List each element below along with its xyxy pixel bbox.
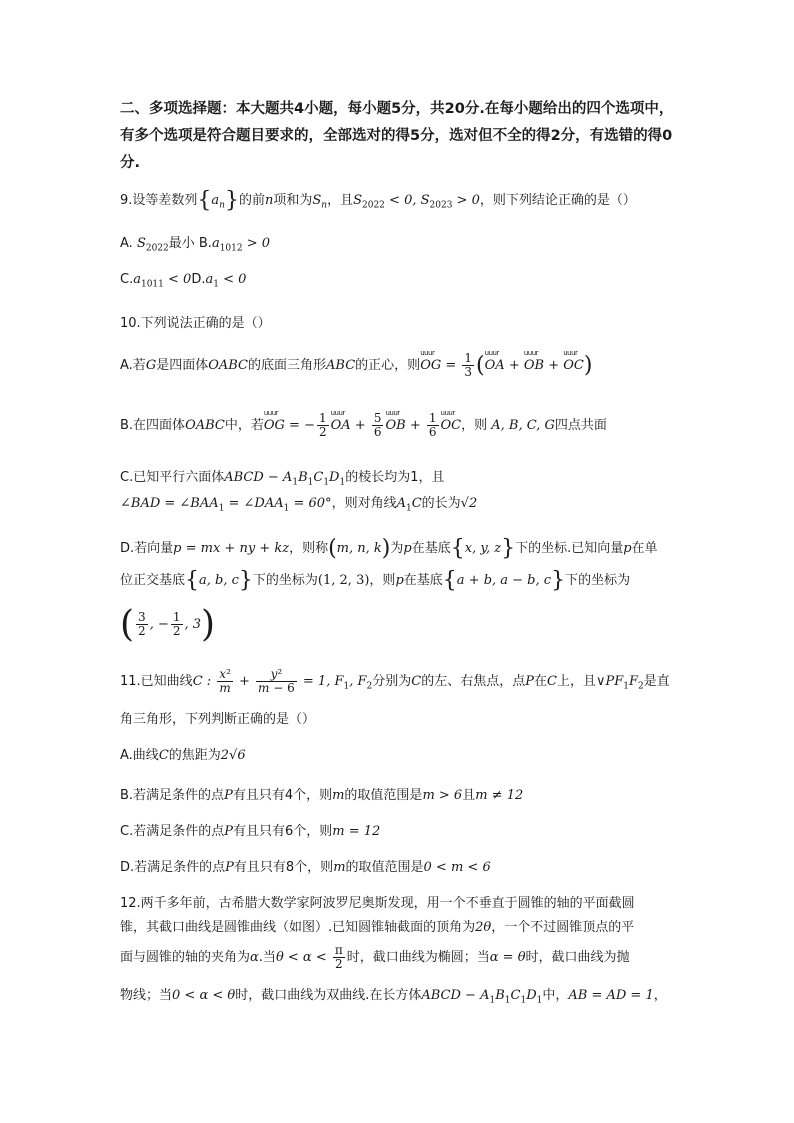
q11d-text-2: 有且只有8个，则 bbox=[233, 860, 334, 875]
q10d-text-3: 为 bbox=[390, 541, 404, 556]
q10-option-d-line1: D.若向量p = mx + ny + kz，则称(m, n, k)为p在基底{x, y, z}下的坐标.已知向量p在单 bbox=[120, 536, 658, 561]
q11-text-4: 在 bbox=[533, 674, 547, 689]
q12-text-7: 物线；当 bbox=[120, 988, 173, 1003]
q10c-text-3: ，则对角线 bbox=[331, 496, 397, 511]
q11b-text-2: 有且只有4个，则 bbox=[232, 788, 333, 803]
q10d-text-10: 在基底 bbox=[403, 573, 443, 588]
q10d-text-11: 下的坐标为 bbox=[565, 573, 631, 588]
q12-line4: 物线；当0 < α < θ时，截口曲线为双曲线.在长方体ABCD − $A_1B_1C_1D_1$中，AB = AD = 1， bbox=[120, 988, 667, 1006]
q9-text-d: ，且 bbox=[327, 193, 354, 208]
q12-text-1: 锥，其截口曲线是圆锥曲线（如图）.已知圆锥轴截面的顶角为 bbox=[120, 920, 476, 935]
q10a-text-1: A.若 bbox=[120, 358, 146, 373]
q10b-text-2: 中，若 bbox=[224, 418, 264, 433]
q9-text-c: 项和为 bbox=[273, 193, 313, 208]
q10a-text-2: 是四面体 bbox=[156, 358, 209, 373]
q9-opt-a-label: A. bbox=[120, 236, 133, 251]
q10-option-a: A.若G是四面体OABC的底面三角形ABC的正心，则uuur OG = $\frac{1}{3}$ (uuur OA + uuur OB + uuur OC) bbox=[120, 352, 592, 379]
q10-option-c-line1: C.已知平行六面体ABCD − $A_1B_1C_1D_1$的棱长均为1，且 bbox=[120, 470, 445, 488]
q11b-text-4: 且 bbox=[462, 788, 476, 803]
q10d-text-8: 下的坐标为 bbox=[252, 573, 318, 588]
q11d-text-3: 的取值范围是 bbox=[345, 860, 424, 875]
q10b-text-1: B.在四面体 bbox=[120, 418, 186, 433]
q9-text-e: ，则下列结论正确的是（） bbox=[479, 193, 636, 208]
q9-stem: 9.设等差数列$\{a_n\}$的前n项和为$S_n$，且$S_{2022} < 0$, $S_{2023} > 0$，则下列结论正确的是（） bbox=[120, 188, 636, 213]
q10-option-d-line2: 位正交基底{a, b, c}下的坐标为(1, 2, 3)，则p在基底{a + b, a − b, c}下的坐标为 bbox=[120, 568, 631, 593]
q10-option-c-line2: ∠BAD = $\angle BAA_1$ = $\angle DAA_1 = 60^\circ$，则对角线$A_1C$的长为√2 bbox=[120, 496, 478, 514]
q10c-text-4: 的长为 bbox=[421, 496, 461, 511]
q11b-text-3: 的取值范围是 bbox=[344, 788, 423, 803]
q9-text-b: 的前 bbox=[238, 193, 265, 208]
q9-opt-d-label: D. bbox=[191, 272, 206, 287]
q10-option-b: B.在四面体OABC中，若uuur OG = − $\frac{1}{2}$ uuur OA + $\frac{5}{6}$ uuur OB + $\frac{1}{6}$ uuur OC，则 A, B, C, G四点共面 bbox=[120, 412, 607, 439]
q10d-text-5: 下的坐标.已知向量 bbox=[515, 541, 624, 556]
q9-opt-c-label: C. bbox=[120, 272, 134, 287]
q9-options-cd: $C.a_{1011} < 0D.a_1 < 0$ bbox=[120, 272, 247, 290]
q10d-text-6: 在单 bbox=[631, 541, 658, 556]
q10d-text-9: ，则 bbox=[369, 573, 396, 588]
q12-text-2: ，一个不过圆锥顶点的平 bbox=[491, 920, 635, 935]
q10d-text-4: 在基底 bbox=[411, 541, 451, 556]
q11b-text-1: B.若满足条件的点 bbox=[120, 788, 225, 803]
q12-text-5: 时，截口曲线为椭圆；当 bbox=[346, 950, 490, 965]
q10c-text-2: 的棱长均为1，且 bbox=[345, 470, 445, 485]
q11d-text-1: D.若满足条件的点 bbox=[120, 860, 226, 875]
q10b-text-3: 四点共面 bbox=[554, 418, 607, 433]
q11-option-d: D.若满足条件的点P有且只有8个，则m的取值范围是0 < m < 6 bbox=[120, 860, 491, 875]
q11-stem-line1: 11.已知曲线C : $\frac{\text{x²}}{m}$ + $\frac{\text{y²}}{m - 6}$ = 1, $F_1$, $F_2$分别为C的左、右焦点，点P在C上，且$\vee PF_1F_2$是直 bbox=[120, 667, 670, 695]
q11-option-b: B.若满足条件的点P有且只有4个，则m的取值范围是m > 6且m ≠ 12 bbox=[120, 788, 524, 803]
q11-stem-line2: 角三角形，下列判断正确的是（） bbox=[120, 712, 316, 727]
q11-option-c: C.若满足条件的点P有且只有6个，则m = 12 bbox=[120, 824, 381, 839]
q10c-text-1: C.已知平行六面体 bbox=[120, 470, 225, 485]
q12-text-6: 时，截口曲线为抛 bbox=[525, 950, 630, 965]
q10a-text-3: 的底面三角形 bbox=[248, 358, 327, 373]
q12-text-9: 中， bbox=[542, 988, 569, 1003]
q10d-text-1: D.若向量 bbox=[120, 541, 174, 556]
q11a-text-1: A.曲线 bbox=[120, 748, 159, 763]
section-heading: 二、多项选择题：本大题共4小题，每小题5分，共20分.在每小题给出的四个选项中，有多个选项是符合题目要求的，全部选对的得5分，选对但不全的得2分，有选错的得0分. bbox=[120, 101, 674, 171]
q10d-text-7: 位正交基底 bbox=[120, 573, 186, 588]
q11-option-a: A.曲线C的焦距为2√6 bbox=[120, 748, 246, 763]
q11-text-5: 上，且 bbox=[556, 674, 596, 689]
q11-text-2: 分别为 bbox=[372, 674, 412, 689]
q11c-text-2: 有且只有6个，则 bbox=[232, 824, 333, 839]
q9-options-ab: A. $S_{2022}$最小 $B.a_{1012} > 0$ bbox=[120, 236, 271, 254]
q12-line1: 12.两千多年前，古希腊大数学家阿波罗尼奥斯发现，用一个不垂直于圆锥的轴的平面截圆 bbox=[120, 896, 635, 911]
q10-stem: 10.下列说法正确的是（） bbox=[120, 316, 271, 331]
q11c-text-1: C.若满足条件的点 bbox=[120, 824, 225, 839]
q10a-text-4: 的正心，则 bbox=[355, 358, 421, 373]
q11a-text-2: 的焦距为 bbox=[168, 748, 221, 763]
q10-option-d-line3: ( $\frac{3}{2}$ , − $\frac{1}{2}$ , 3) bbox=[120, 604, 216, 645]
q11-text-6: 是直 bbox=[643, 674, 670, 689]
q11-text-1: 11.已知曲线 bbox=[120, 674, 193, 689]
q10d-text-2: ，则称 bbox=[289, 541, 329, 556]
q11-text-3: 的左、右焦点，点 bbox=[421, 674, 526, 689]
q9-opt-a-tail: 最小 B. bbox=[168, 236, 212, 251]
q12-line2: 锥，其截口曲线是圆锥曲线（如图）.已知圆锥轴截面的顶角为2θ，一个不过圆锥顶点的平 bbox=[120, 920, 635, 935]
q12-text-3: 面与圆锥的轴的夹角为 bbox=[120, 950, 251, 965]
q12-text-4: .当 bbox=[258, 950, 276, 965]
q9-text-a: 9.设等差数列 bbox=[120, 193, 198, 208]
q12-text-8: 时，截口曲线为双曲线.在长方体 bbox=[235, 988, 422, 1003]
q12-line3: 面与圆锥的轴的夹角为α.当θ < α < $\frac{\pi}{2}$ 时，截口曲线为椭圆；当α = θ时，截口曲线为抛 bbox=[120, 943, 630, 971]
